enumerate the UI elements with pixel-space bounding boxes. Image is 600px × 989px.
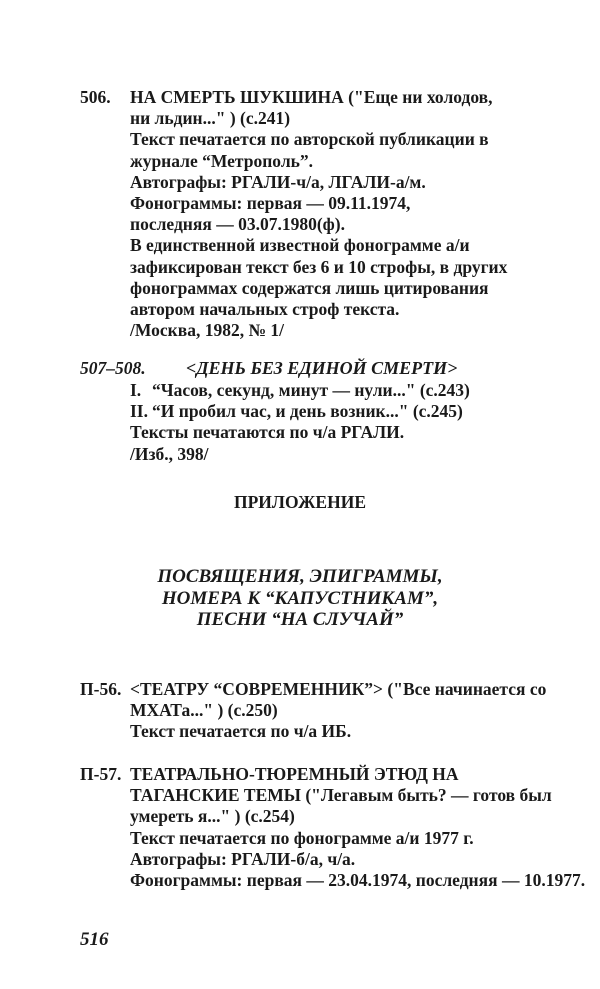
text-line: ТАГАНСКИЕ ТЕМЫ ("Легавым быть? — готов был bbox=[130, 785, 552, 806]
text-line: Текст печатается по авторской публикации в bbox=[130, 129, 489, 150]
text-line: НА СМЕРТЬ ШУКШИНА ("Еще ни холодов, bbox=[130, 87, 493, 107]
part-numeral: I. bbox=[130, 380, 142, 400]
page-number: 516 bbox=[80, 929, 109, 950]
section-title-line: НОМЕРА К “КАПУСТНИКАМ”, bbox=[161, 587, 439, 609]
text-line: журнале “Метрополь”. bbox=[130, 150, 314, 171]
text-line: Текст печатается по фонограмме а/и 1977 г. bbox=[130, 827, 474, 848]
text-line: ни льдин..." ) (с.241) bbox=[130, 108, 291, 129]
section-title-line: ПЕСНИ “НА СЛУЧАЙ” bbox=[196, 609, 404, 630]
text-line: МХАТа..." ) (с.250) bbox=[130, 700, 278, 721]
text-line: зафиксирован текст без 6 и 10 строфы, в других bbox=[130, 256, 508, 277]
text-line: умереть я..." ) (с.254) bbox=[130, 806, 295, 827]
text-line: /Изб., 398/ bbox=[130, 443, 209, 464]
text-line: Тексты печатаются по ч/а РГАЛИ. bbox=[130, 422, 405, 443]
part-text: “Часов, секунд, минут — нули..." (с.243) bbox=[152, 380, 470, 400]
text-line: Фонограммы: первая — 23.04.1974, последняя — 10.1977. bbox=[130, 870, 586, 891]
text-line: Автографы: РГАЛИ-б/а, ч/а. bbox=[130, 848, 356, 869]
entry-number: П-57. bbox=[80, 764, 122, 784]
text-line: Текст печатается по ч/а ИБ. bbox=[130, 721, 352, 742]
text-line: В единственной известной фонограмме а/и bbox=[130, 235, 470, 256]
appendix-heading: ПРИЛОЖЕНИЕ bbox=[233, 492, 366, 512]
text-line: фонограммах содержатся лишь цитирования bbox=[130, 277, 489, 298]
section-title-line: ПОСВЯЩЕНИЯ, ЭПИГРАММЫ, bbox=[157, 566, 443, 587]
section-title bbox=[0, 566, 600, 631]
text-line: последняя — 03.07.1980(ф). bbox=[130, 214, 345, 235]
entry-title: <ДЕНЬ БЕЗ ЕДИНОЙ СМЕРТИ> bbox=[186, 358, 458, 378]
entry-text bbox=[130, 87, 570, 341]
entry-number: П-56. bbox=[80, 679, 122, 699]
text-line: ТЕАТРАЛЬНО-ТЮРЕМНЫЙ ЭТЮД НА bbox=[130, 764, 459, 784]
entry-text bbox=[130, 380, 570, 465]
entry-text bbox=[130, 764, 586, 891]
text-line: Автографы: РГАЛИ-ч/а, ЛГАЛИ-а/м. bbox=[130, 171, 426, 192]
part-line bbox=[130, 380, 570, 401]
text-line: /Москва, 1982, № 1/ bbox=[130, 320, 285, 341]
text-line: <ТЕАТРУ “СОВРЕМЕННИК”> ("Все начинается со bbox=[130, 679, 547, 699]
part-numeral: II. bbox=[130, 401, 148, 422]
entry-number: 507–508. bbox=[80, 358, 146, 378]
entry-number: 506. bbox=[80, 87, 111, 107]
text-line: автором начальных строф текста. bbox=[130, 299, 400, 320]
part-line bbox=[130, 401, 570, 422]
part-text: “И пробил час, и день возник..." (с.245) bbox=[152, 401, 463, 422]
entry-text bbox=[130, 679, 570, 743]
text-line: Фонограммы: первая — 09.11.1974, bbox=[130, 193, 411, 214]
